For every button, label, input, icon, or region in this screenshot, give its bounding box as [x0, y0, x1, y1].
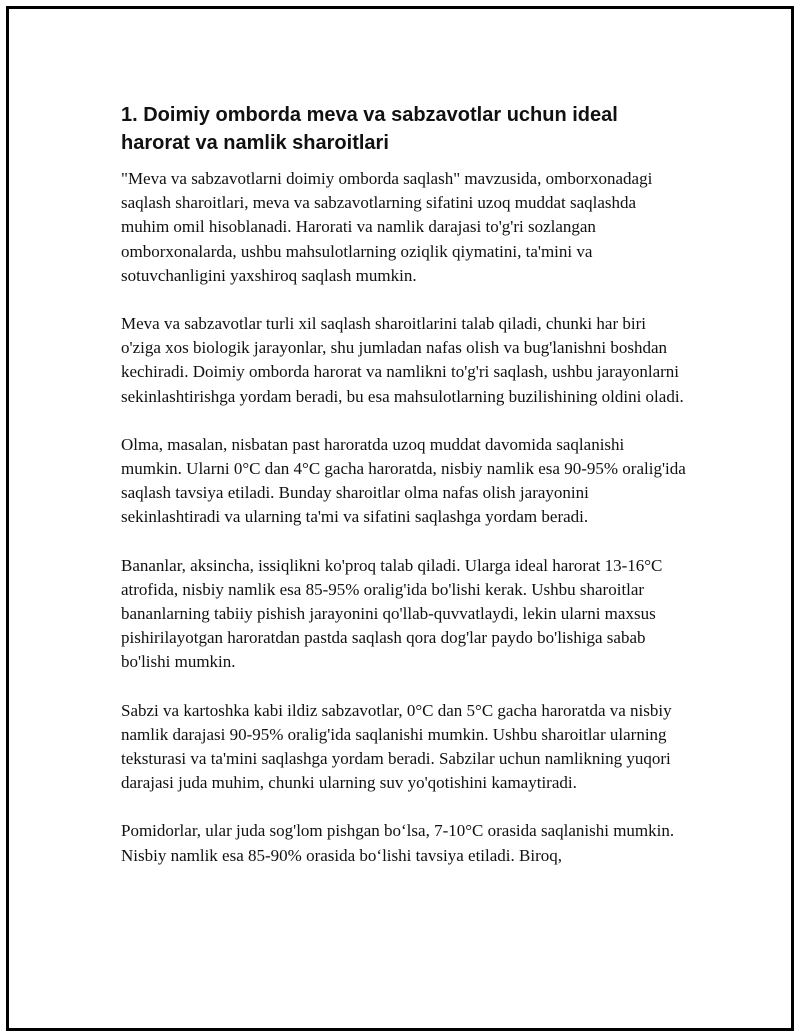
document-body — [121, 101, 687, 892]
paragraph-4: Bananlar, aksincha, issiqlikni ko'proq talab qiladi. Ularga ideal harorat 13-16°C atrofida, nisbiy namlik esa 85-95% oralig'ida bo'lishi kerak. Ushbu sharoitlar bananlarning tabiiy pishish jarayonini qo'llab-quvvatlaydi, lekin ularni maxsus pishirilayotgan haroratdan pastda saqlash qora dog'lar paydo bo'lishiga sabab bo'lishi mumkin. — [121, 555, 663, 672]
paragraph-6: Pomidorlar, ular juda sog'lom pishgan bo‘lsa, 7-10°C orasida saqlanishi mumkin. Nisbiy namlik esa 85-90% orasida bo‘lishi tavsiya etiladi. Biroq, — [121, 821, 675, 865]
paragraph-3: Olma, masalan, nisbatan past haroratda uzoq muddat davomida saqlanishi mumkin. Ularni 0°C dan 4°C gacha haroratda, nisbiy namlik esa 90-95% oralig'ida saqlash tavsiya etiladi. Bunday sharoitlar olma nafas olish jarayonini sekinlashtiradi va ularning ta'mi va sifatini saqlashga yordam beradi. — [121, 434, 686, 527]
section-heading: 1. Doimiy omborda meva va sabzavotlar uchun ideal harorat va namlik sharoitlari — [121, 104, 618, 154]
paragraph-1: "Meva va sabzavotlarni doimiy omborda saqlash" mavzusida, omborxonadagi saqlash sharoitlari, meva va sabzavotlarning sifatini uzoq muddat saqlashda muhim omil hisoblanadi. Harorati va namlik darajasi to'g'ri sozlangan omborxonalarda, ushbu mahsulotlarning oziqlik qiymatini, ta'mini va sotuvchanligini yaxshiroq saqlash mumkin. — [121, 169, 653, 285]
page-frame — [6, 6, 794, 1031]
paragraph-2: Meva va sabzavotlar turli xil saqlash sharoitlarini talab qiladi, chunki har biri o'ziga xos biologik jarayonlar, shu jumladan nafas olish va bug'lanishni boshdan kechiradi. Doimiy omborda harorat va namlikni to'g'ri saqlash, ushbu jarayonlarni sekinlashtirishga yordam beradi, bu esa mahsulotlarning buzilishining oldini oladi. — [121, 314, 684, 406]
paragraph-5: Sabzi va kartoshka kabi ildiz sabzavotlar, 0°C dan 5°C gacha haroratda va nisbiy namlik darajasi 90-95% oralig'ida saqlanishi mumkin. Ushbu sharoitlar ularning teksturasi va ta'mini saqlashga yordam beradi. Sabzilar uchun namlikning yuqori darajasi juda muhim, chunki ularning suv yo'qotishini kamaytiradi. — [121, 700, 672, 793]
